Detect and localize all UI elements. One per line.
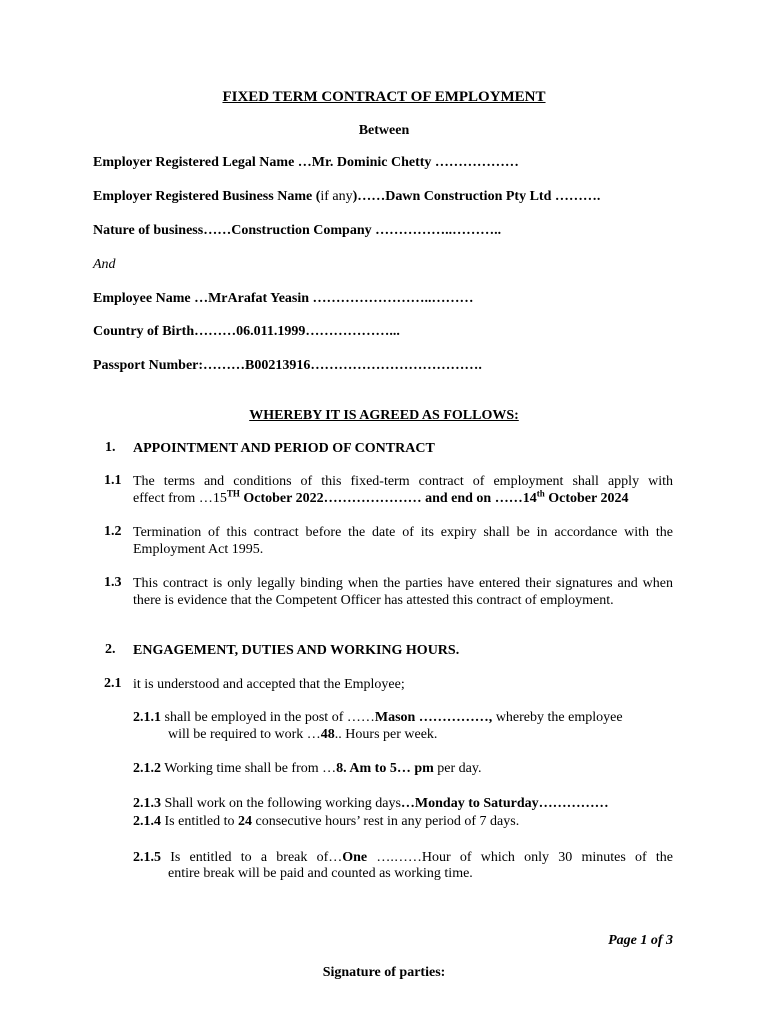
clause-2-1-3-text-a: Shall work on the following working days <box>161 796 401 811</box>
between-label: Between <box>358 123 410 138</box>
clause-2-1-1-text-c: whereby the employee <box>492 710 623 725</box>
clause-1-1-end-date: October 2024 <box>544 491 629 506</box>
country-of-birth-label: Country of Birth……… <box>93 324 237 339</box>
clause-2-1-1-work-c: .. Hours per week. <box>334 727 438 742</box>
section-1-heading: APPOINTMENT AND PERIOD OF CONTRACT <box>133 441 435 456</box>
clause-2-1-5-line-1 <box>133 849 673 866</box>
passport-number-value: B00213916………………………………. <box>245 358 482 373</box>
clause-2-1-1-work-a: will be required to work … <box>168 727 321 742</box>
nature-of-business-label: Nature of business…… <box>93 223 232 238</box>
clause-2-1-4-text-a: Is entitled to <box>161 814 238 829</box>
employer-legal-name-label: Employer Registered Legal Name … <box>93 155 312 170</box>
clause-2-1-1-number: 2.1.1 <box>133 710 161 725</box>
clause-1-1-sup-end: th <box>536 488 545 499</box>
clause-2-1-1-hours: 48 <box>320 727 335 742</box>
clause-2-1-1-text-a: shall be employed in the post of …… <box>161 710 375 725</box>
and-label: And <box>93 257 116 272</box>
clause-2-1-4-text-c: consecutive hours’ rest in any period of 7 days. <box>252 814 520 829</box>
agreed-heading: WHEREBY IT IS AGREED AS FOLLOWS: <box>249 408 519 423</box>
signature-of-parties: Signature of parties: <box>322 965 446 980</box>
clause-2-1-3-line <box>133 795 609 812</box>
clause-1-3-text: This contract is only legally binding when the parties have entered their signatures and when there is evidence that the Competent Officer has attested this contract of employment. <box>133 576 673 608</box>
employer-legal-name-value: Mr. Dominic Chetty ……………… <box>311 155 519 170</box>
page-number: Page 1 of 3 <box>608 933 673 948</box>
country-of-birth-value: 06.011.1999………………... <box>236 324 400 339</box>
clause-2-1-3-number: 2.1.3 <box>133 796 161 811</box>
clause-2-1-4-hours: 24 <box>238 814 252 829</box>
clause-2-1-2-number: 2.1.2 <box>133 761 161 776</box>
clause-2-1-5-text-a: Is entitled to a break of… <box>161 850 343 865</box>
section-2-number: 2. <box>105 642 116 657</box>
employer-business-ifany: if any <box>320 189 353 204</box>
employer-legal-name-line <box>93 154 519 171</box>
clause-2-1-1-line-1 <box>133 709 623 726</box>
section-1-number: 1. <box>105 440 116 455</box>
clause-2-1-5-line-2: entire break will be paid and counted as working time. <box>168 866 473 881</box>
clause-1-1-start-date: October 2022………………… and end on ……14 <box>239 491 537 506</box>
employer-business-name-label: Employer Registered Business Name ( <box>93 189 321 204</box>
clause-1-3-number: 1.3 <box>104 575 122 590</box>
clause-1-1-number: 1.1 <box>104 473 122 488</box>
employee-name-line <box>93 290 474 307</box>
nature-of-business-line <box>93 222 501 239</box>
clause-1-1-effect-from: effect from …15 <box>133 491 227 506</box>
clause-2-1-text: it is understood and accepted that the Employee; <box>133 677 405 692</box>
employer-business-name-value: )……Dawn Construction Pty Ltd ………. <box>352 189 601 204</box>
clause-2-1-1-line-2 <box>168 726 437 743</box>
nature-of-business-value: Construction Company ……………..……….. <box>231 223 502 238</box>
document-title: FIXED TERM CONTRACT OF EMPLOYMENT <box>222 89 546 105</box>
clause-2-1-2-line <box>133 760 481 777</box>
clause-2-1-2-text-c: per day. <box>433 761 482 776</box>
employer-business-name-line <box>93 188 600 205</box>
passport-number-label: Passport Number:……… <box>93 358 246 373</box>
employee-name-value: MrArafat Yeasin ……………………..……… <box>208 291 474 306</box>
employee-name-label: Employee Name … <box>93 291 209 306</box>
clause-2-1-1-post: Mason ……………, <box>374 710 493 725</box>
clause-2-1-3-days: …Monday to Saturday…………… <box>400 796 609 811</box>
clause-2-1-4-line <box>133 813 519 830</box>
clause-2-1-2-text-a: Working time shall be from … <box>161 761 337 776</box>
clause-2-1-5-break: One <box>342 850 368 865</box>
clause-2-1-number: 2.1 <box>104 676 122 691</box>
clause-2-1-5-number: 2.1.5 <box>133 850 161 865</box>
section-2-heading: ENGAGEMENT, DUTIES AND WORKING HOURS. <box>133 643 460 658</box>
clause-1-2-number: 1.2 <box>104 524 122 539</box>
clause-2-1-5-text-c: ….……Hour of which only 30 minutes of the <box>367 850 673 865</box>
clause-1-1-line-1: The terms and conditions of this fixed-term contract of employment shall apply with <box>133 474 673 489</box>
passport-number-line <box>93 357 482 374</box>
clause-1-1-sup-start: TH <box>226 488 240 499</box>
clause-1-1-line-2 <box>133 490 628 507</box>
clause-2-1-2-time: 8. Am to 5… pm <box>336 761 434 776</box>
country-of-birth-line <box>93 323 400 340</box>
clause-2-1-4-number: 2.1.4 <box>133 814 161 829</box>
clause-1-2-text: Termination of this contract before the date of its expiry shall be in accordance with the Employment Act 1995. <box>133 525 673 557</box>
